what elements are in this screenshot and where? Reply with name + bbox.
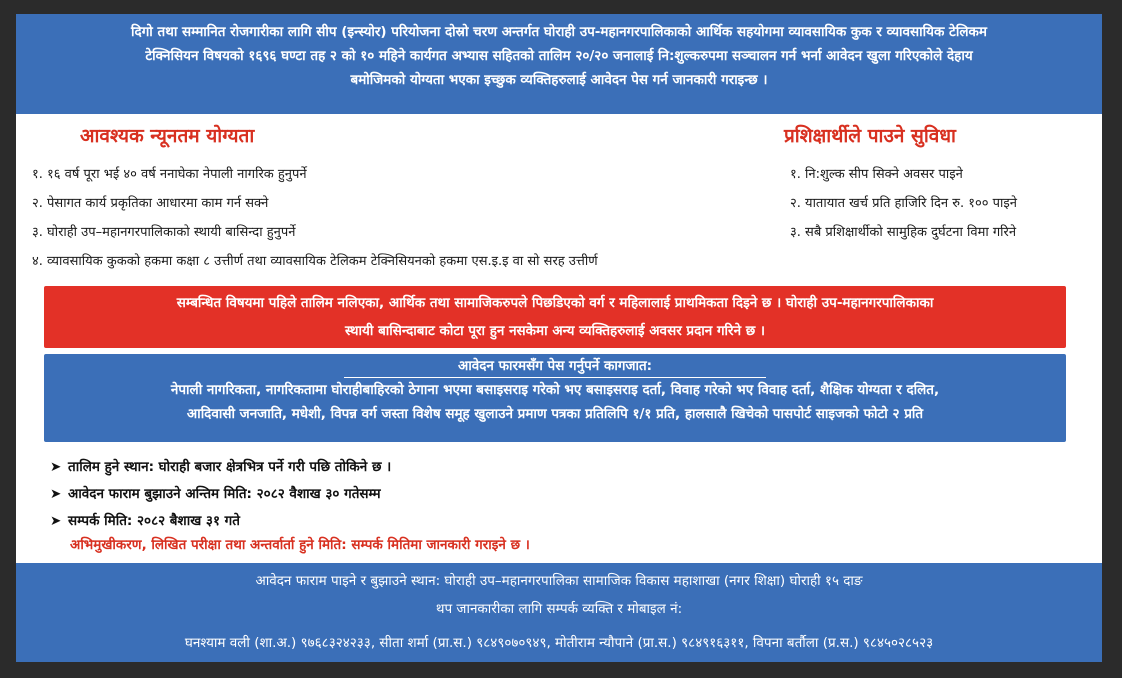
benefits-heading: प्रशिक्षार्थीले पाउने सुविधा (784, 125, 956, 147)
detail-venue (50, 454, 391, 481)
benefit-item: २. यातायात खर्च प्रति हाजिरि दिन रु. १०० पाइने (790, 196, 1018, 211)
priority-line-1: सम्बन्धित विषयमा पहिले तालिम नलिएका, आर्थिक तथा सामाजिकरुपले पिछडिएको वर्ग र महिलालाई प्राथमिकता दिइने छ । घोराही उप-महानगरपालिकाका (176, 295, 934, 311)
benefit-item: ३. सबै प्रशिक्षार्थीको सामुहिक दुर्घटना विमा गरिने (790, 225, 1017, 240)
intro-band (16, 14, 1102, 114)
priority-notice (44, 286, 1066, 348)
footer-band (16, 563, 1102, 662)
priority-line-2: स्थायी बासिन्दाबाट कोटा पूरा हुन नसकेमा अन्य व्यक्तिहरुलाई अवसर प्रदान गरिने छ । (344, 323, 766, 339)
requirement-item: २. पेसागत कार्य प्रकृतिका आधारमा काम गर्न सक्ने (32, 196, 269, 211)
orientation-note: अभिमुखीकरण, लिखित परीक्षा तथा अन्तर्वार्ता हुने मिति: सम्पर्क मितिमा जानकारी गराइने छ । (70, 537, 530, 553)
documents-line-2: आदिवासी जनजाति, मधेशी, विपन्न वर्ग जस्ता विशेष समूह खुलाउने प्रमाण पत्रका प्रतिलिपि १/१ प्रति, हालसालै खिचेको पासपोर्ट साइजको फोटो २ प्रति (186, 406, 924, 422)
requirement-item: ३. घोराही उप–महानगरपालिकाको स्थायी बासिन्दा हुनुपर्ने (32, 225, 296, 240)
benefit-item: १. नि:शुल्क सीप सिक्ने अवसर पाइने (790, 167, 963, 182)
documents-box (44, 354, 1066, 442)
requirements-list (32, 160, 598, 276)
documents-title: आवेदन फारमसँग पेस गर्नुपर्ने कागजात: (344, 356, 766, 378)
footer-contact-label: थप जानकारीका लागि सम्पर्क व्यक्ति र मोबाइल नं: (435, 601, 683, 617)
intro-line-3: बमोजिमको योग्यता भएका इच्छुक व्यक्तिहरुलाई आवेदन पेस गर्न जानकारी गराइन्छ । (350, 72, 768, 88)
contact-date-text: सम्पर्क मिति: २०८२ बैशाख ३१ गते (68, 513, 240, 529)
venue-text: तालिम हुने स्थान: घोराही बजार क्षेत्रभित्र पर्ने गरी पछि तोकिने छ । (68, 459, 392, 475)
detail-contact-date (50, 508, 391, 535)
details-list (50, 454, 391, 535)
requirement-item: १. १६ वर्ष पूरा भई ४० वर्ष ननाघेका नेपाली नागरिक हुनुपर्ने (32, 167, 307, 182)
requirements-heading: आवश्यक न्यूनतम योग्यता (80, 125, 255, 147)
detail-deadline (50, 481, 391, 508)
intro-line-1: दिगो तथा सम्मानित रोजगारीका लागि सीप (इन्स्योर) परियोजना दोस्रो चरण अन्तर्गत घोराही उप-महानगरपालिकाको आर्थिक सहयोगमा व्यावसायिक कुक र व्यावसायिक टेलिकम (131, 24, 987, 40)
arrow-icon: ➤ (50, 459, 62, 475)
documents-line-1: नेपाली नागरिकता, नागरिकतामा घोराहीबाहिरको ठेगाना भएमा बसाइसराइ गरेको भए बसाइसराइ दर्ता, विवाह गरेको भए विवाह दर्ता, शैक्षिक योग्यता र दलित, (170, 382, 940, 398)
requirement-item: ४. व्यावसायिक कुकको हकमा कक्षा ८ उत्तीर्ण तथा व्यावसायिक टेलिकम टेक्निसियनको हकमा एस.इ.इ वा सो सरह उत्तीर्ण (32, 254, 598, 269)
footer-location: आवेदन फाराम पाइने र बुझाउने स्थान: घोराही उप–महानगरपालिका सामाजिक विकास महाशाखा (नगर शिक्षा) घोराही १५ दाङ (255, 573, 863, 589)
arrow-icon: ➤ (50, 486, 62, 502)
intro-line-2: टेक्निसियन विषयको १६९६ घण्टा तह २ को १० महिने कार्यगत अभ्यास सहितको तालिम २०/२० जनालाई नि:शुल्करुपमा सञ्चालन गर्न भर्ना आवेदन खुला गरिएकोले देहाय (145, 48, 973, 64)
arrow-icon: ➤ (50, 513, 62, 529)
benefits-list (790, 160, 1017, 247)
notice-poster (16, 14, 1102, 662)
footer-contacts: घनश्याम वली (शा.अ.) ९७६८३२४२३३, सीता शर्मा (प्रा.स.) ९८४९०७०९४९, मोतीराम न्यौपाने (प्रा.स.) ९८४९१६३११, विपना बर्तौला (प्र.स.) ९८४५०२८५२३ (184, 635, 934, 651)
deadline-text: आवेदन फाराम बुझाउने अन्तिम मिति: २०८२ वैशाख ३० गतेसम्म (68, 486, 381, 502)
